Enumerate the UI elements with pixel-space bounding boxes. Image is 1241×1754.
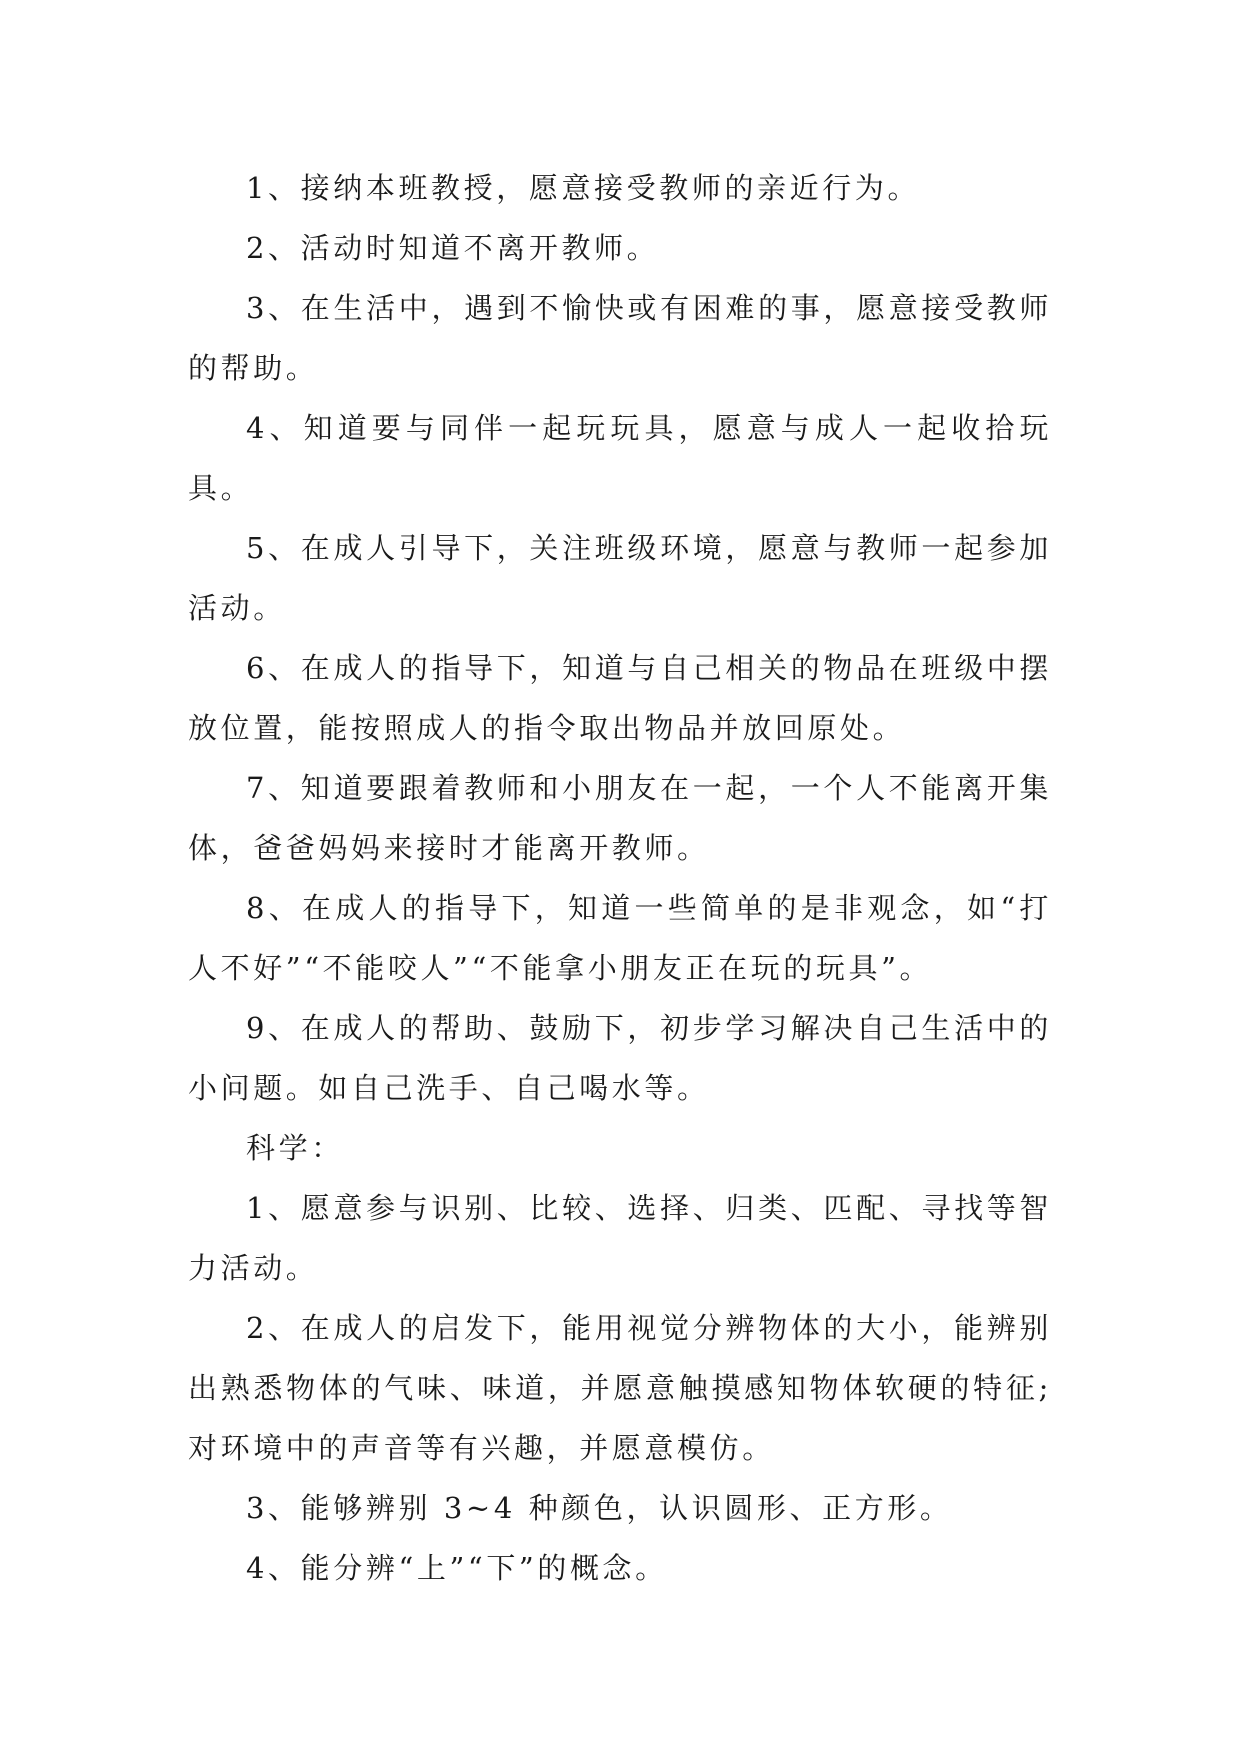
paragraph-social-7: 7、知道要跟着教师和小朋友在一起，一个人不能离开集体，爸爸妈妈来接时才能离开教师。 — [188, 771, 1052, 865]
paragraph-social-6: 6、在成人的指导下，知道与自己相关的物品在班级中摆放位置，能按照成人的指令取出物品并放回原处。 — [188, 651, 1052, 745]
section-heading-science: 科学： — [246, 1131, 344, 1165]
paragraph-science-3: 3、能够辨别 3~4 种颜色，认识圆形、正方形。 — [246, 1491, 953, 1525]
paragraph-science-2: 2、在成人的启发下，能用视觉分辨物体的大小，能辨别出熟悉物体的气味、味道，并愿意触摸感知物体软硬的特征;对环境中的声音等有兴趣，并愿意模仿。 — [188, 1311, 1052, 1465]
paragraph-science-1: 1、愿意参与识别、比较、选择、归类、匹配、寻找等智力活动。 — [188, 1191, 1052, 1285]
paragraph-social-3: 3、在生活中，遇到不愉快或有困难的事，愿意接受教师的帮助。 — [188, 291, 1052, 385]
paragraph-social-5: 5、在成人引导下，关注班级环境，愿意与教师一起参加活动。 — [188, 531, 1052, 625]
paragraph-social-8: 8、在成人的指导下，知道一些简单的是非观念，如“打人不好”“不能咬人”“不能拿小朋友正在玩的玩具”。 — [188, 891, 1052, 985]
paragraph-social-4: 4、知道要与同伴一起玩玩具，愿意与成人一起收拾玩具。 — [188, 411, 1052, 505]
document-body — [188, 158, 1052, 1598]
paragraph-social-9: 9、在成人的帮助、鼓励下，初步学习解决自己生活中的小问题。如自己洗手、自己喝水等。 — [188, 1011, 1052, 1105]
paragraph-social-1: 1、接纳本班教授，愿意接受教师的亲近行为。 — [246, 171, 921, 205]
paragraph-science-4: 4、能分辨“上”“下”的概念。 — [246, 1551, 668, 1585]
paragraph-social-2: 2、活动时知道不离开教师。 — [246, 231, 660, 265]
